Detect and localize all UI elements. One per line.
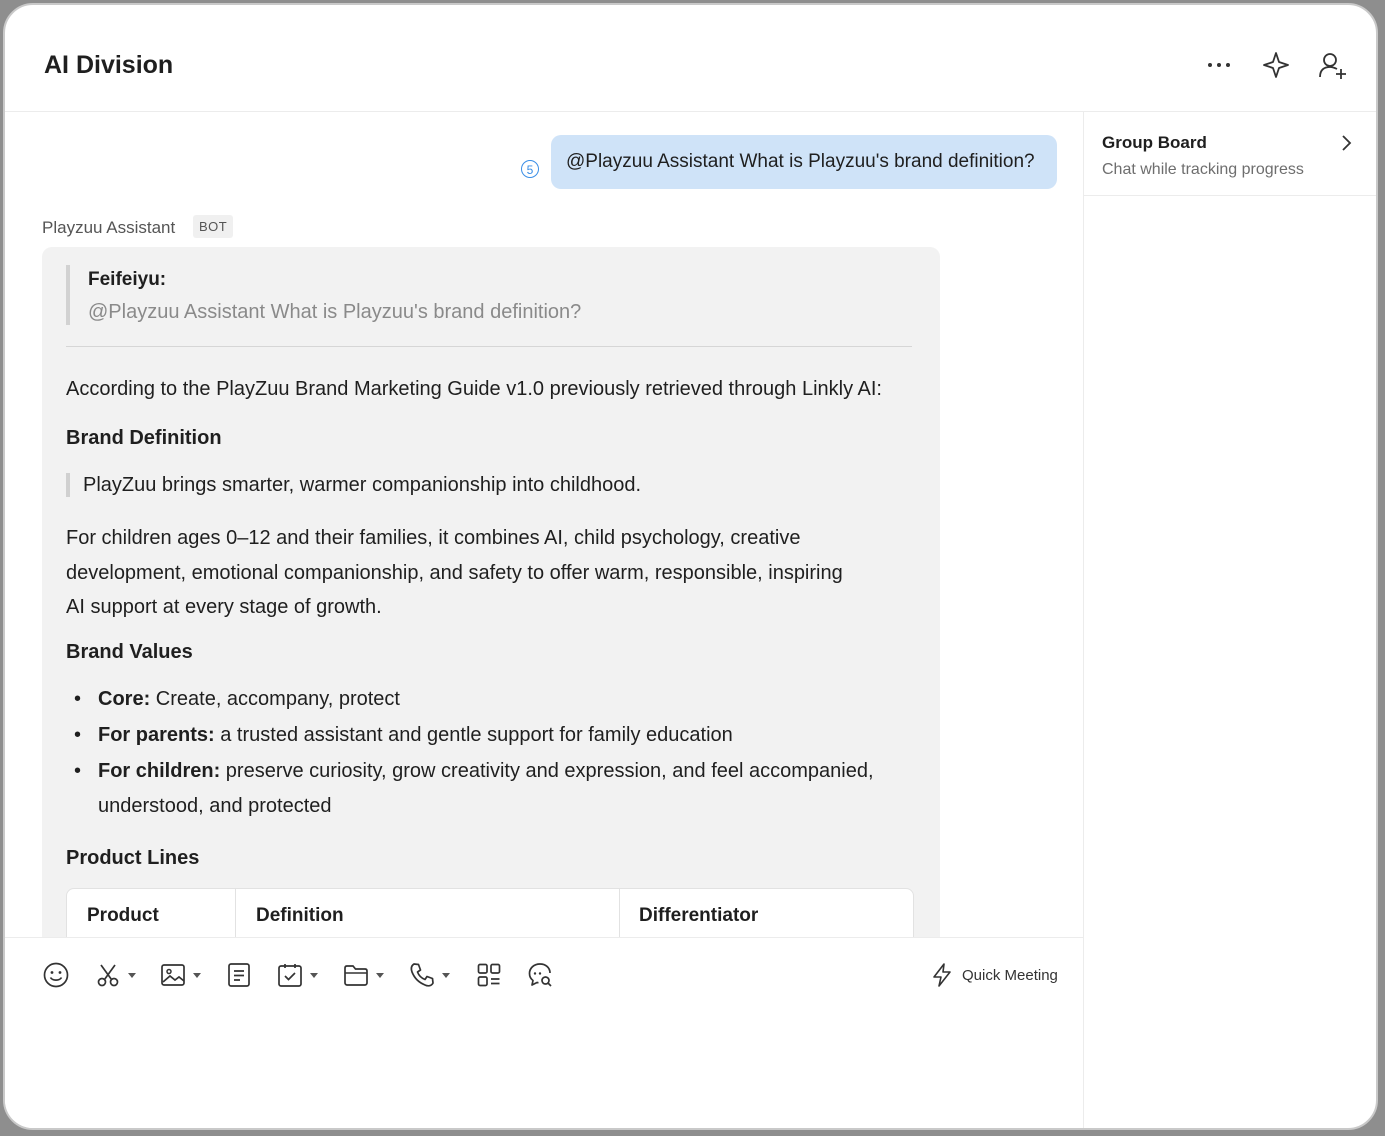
lightning-icon bbox=[930, 962, 954, 988]
apps-icon[interactable] bbox=[475, 960, 503, 990]
emoji-icon[interactable] bbox=[42, 960, 70, 990]
brand-values-list bbox=[66, 682, 886, 825]
chevron-down-icon[interactable] bbox=[128, 973, 136, 978]
group-board-title: Group Board bbox=[1102, 133, 1207, 152]
list-item: • For parents: a trusted assistant and gentle support for family education bbox=[66, 718, 886, 753]
product-lines-table bbox=[66, 888, 914, 937]
quick-meeting-button[interactable] bbox=[930, 962, 1058, 988]
quoted-message[interactable] bbox=[66, 265, 916, 325]
bot-message-card[interactable] bbox=[42, 247, 940, 937]
chevron-right-icon bbox=[1336, 133, 1356, 153]
group-board-entry[interactable] bbox=[1084, 111, 1376, 196]
brand-definition-heading: Brand Definition bbox=[66, 427, 222, 449]
read-count-badge[interactable]: 5 bbox=[521, 160, 539, 178]
bot-sender-name[interactable]: Playzuu Assistant bbox=[42, 218, 176, 237]
table-column-divider bbox=[235, 889, 236, 937]
screenshot-icon[interactable] bbox=[94, 960, 136, 990]
message-list[interactable] bbox=[5, 111, 1083, 937]
chevron-down-icon[interactable] bbox=[376, 973, 384, 978]
more-icon[interactable] bbox=[1203, 49, 1235, 81]
table-header-product: Product bbox=[87, 905, 159, 926]
table-column-divider bbox=[619, 889, 620, 937]
bot-badge: BOT bbox=[193, 215, 233, 238]
quick-meeting-label: Quick Meeting bbox=[962, 966, 1058, 984]
sparkle-icon[interactable] bbox=[1260, 49, 1292, 81]
table-header-definition: Definition bbox=[256, 905, 344, 926]
product-lines-heading: Product Lines bbox=[66, 847, 200, 869]
task-icon[interactable] bbox=[276, 960, 318, 990]
list-item: • Core: Create, accompany, protect bbox=[66, 682, 886, 717]
image-icon[interactable] bbox=[159, 960, 201, 990]
quote-text: @Playzuu Assistant What is Playzuu's brand definition? bbox=[88, 301, 582, 323]
brand-definition-quote: PlayZuu brings smarter, warmer companionship into childhood. bbox=[66, 473, 641, 497]
chat-window bbox=[3, 3, 1378, 1130]
group-title: AI Division bbox=[44, 51, 174, 79]
user-message-bubble[interactable]: @Playzuu Assistant What is Playzuu's brand definition? bbox=[551, 135, 1057, 189]
quote-divider bbox=[66, 346, 912, 347]
phone-icon[interactable] bbox=[408, 960, 450, 990]
chevron-down-icon[interactable] bbox=[310, 973, 318, 978]
chat-header bbox=[5, 5, 1376, 112]
document-icon[interactable] bbox=[225, 960, 253, 990]
group-board-subtitle: Chat while tracking progress bbox=[1102, 161, 1304, 178]
chevron-down-icon[interactable] bbox=[193, 973, 201, 978]
chevron-down-icon[interactable] bbox=[442, 973, 450, 978]
folder-icon[interactable] bbox=[342, 960, 384, 990]
composer-toolbar bbox=[5, 937, 1083, 1130]
quote-author: Feifeiyu: bbox=[88, 269, 167, 290]
right-sidebar bbox=[1083, 111, 1376, 1128]
reply-intro: According to the PlayZuu Brand Marketing Guide v1.0 previously retrieved through Linkly AI: bbox=[66, 378, 882, 400]
brand-values-heading: Brand Values bbox=[66, 641, 193, 663]
brand-definition-body: For children ages 0–12 and their families, it combines AI, child psychology, creative development, emotional companionship, and safety to offer warm, responsible, inspiring AI support at every stage of growth. bbox=[66, 527, 843, 618]
list-item: • For children: preserve curiosity, grow creativity and expression, and feel accompanied, understood, and protected bbox=[66, 754, 886, 824]
add-member-icon[interactable] bbox=[1317, 49, 1349, 81]
table-header-differentiator: Differentiator bbox=[639, 905, 759, 926]
chat-search-icon[interactable] bbox=[526, 960, 554, 990]
